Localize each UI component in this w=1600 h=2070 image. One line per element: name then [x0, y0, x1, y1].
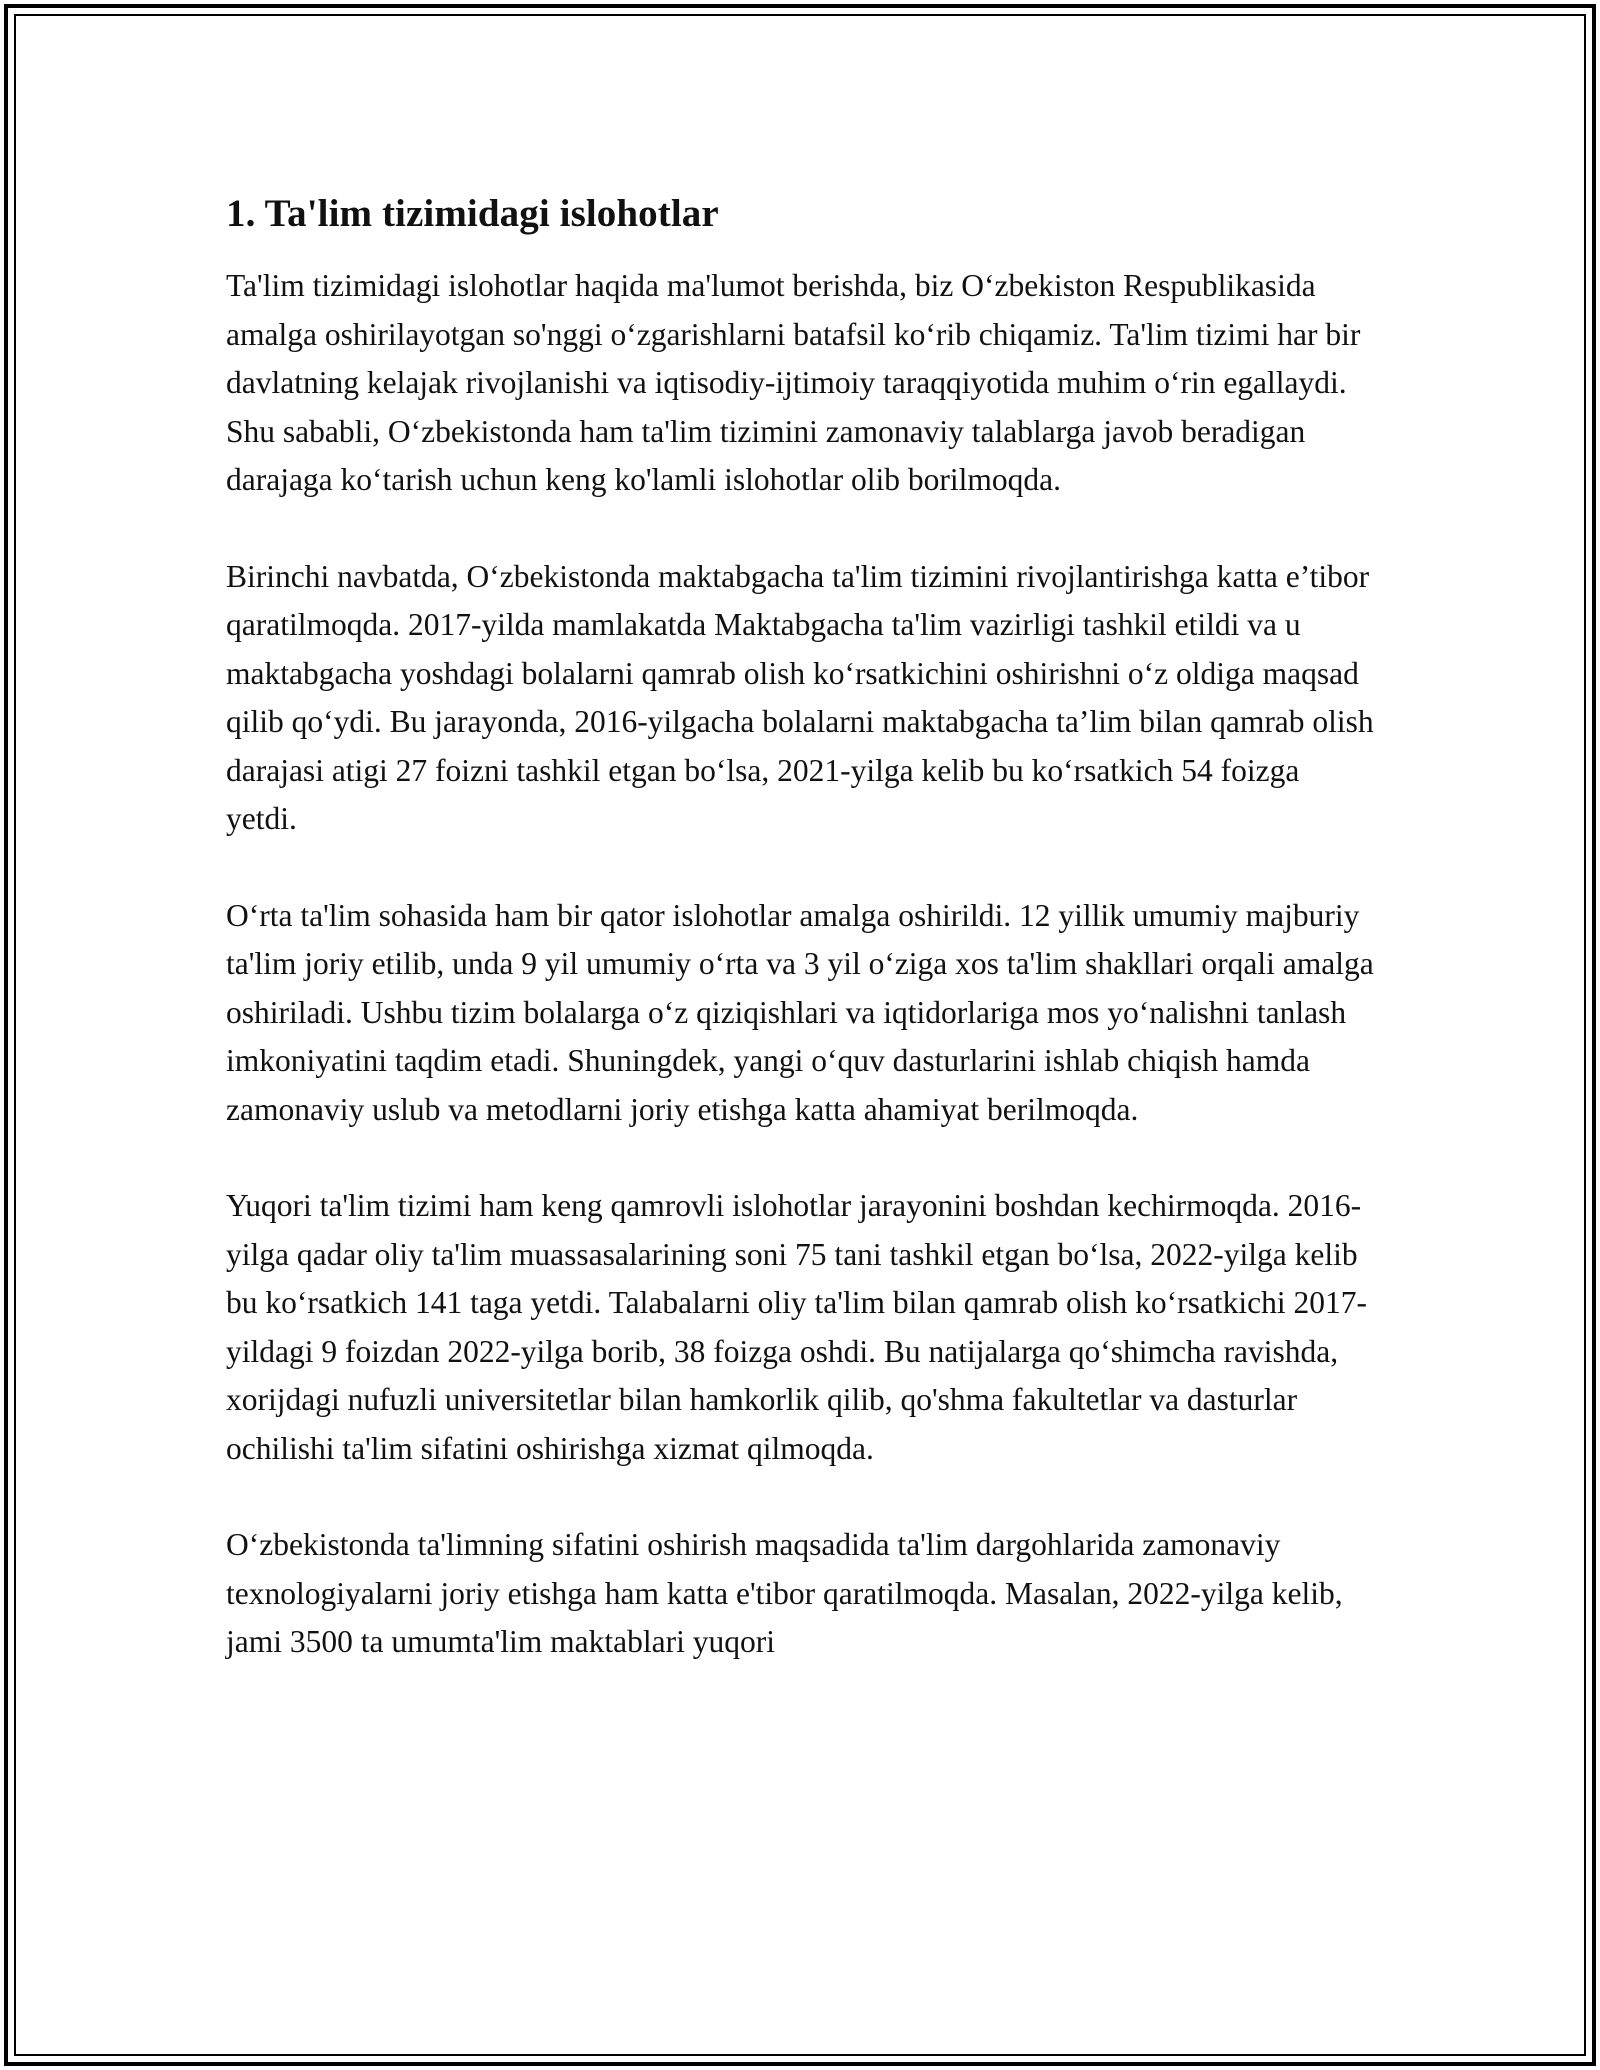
- paragraph-education-technology: O‘zbekistonda ta'limning sifatini oshirish maqsadida ta'lim dargohlarida zamonaviy texnologiyalarni joriy etishga ham katta e'tibor qaratilmoqda. Masalan, 2022-yilga kelib, jami 3500 ta umumta'lim maktablari yuqori: [226, 1527, 1343, 1659]
- paragraph-preschool-education: Birinchi navbatda, O‘zbekistonda maktabgacha ta'lim tizimini rivojlantirishga katta e’tibor qaratilmoqda. 2017-yilda mamlakatda Maktabgacha ta'lim vazirligi tashkil etildi va u maktabgacha yoshdagi bolalarni qamrab olish ko‘rsatkichini oshirishni o‘z oldiga maqsad qilib qo‘ydi. Bu jarayonda, 2016-yilgacha bolalarni maktabgacha ta’lim bilan qamrab olish darajasi atigi 27 foizni tashkil etgan bo‘lsa, 2021-yilga kelib bu ko‘rsatkich 54 foizga yetdi.: [226, 558, 1374, 836]
- paragraph-secondary-education: O‘rta ta'lim sohasida ham bir qator islohotlar amalga oshirildi. 12 yillik umumiy majburiy ta'lim joriy etilib, unda 9 yil umumiy o‘rta va 3 yil o‘ziga xos ta'lim shakllari orqali amalga oshiriladi. Ushbu tizim bolalarga o‘z qiziqishlari va iqtidorlariga mos yo‘nalishni tanlash imkoniyatini taqdim etadi. Shuningdek, yangi o‘quv dasturlarini ishlab chiqish hamda zamonaviy uslub va metodlarni joriy etishga katta ahamiyat berilmoqda.: [226, 897, 1374, 1127]
- section-heading: 1. Ta'lim tizimidagi islohotlar: [226, 192, 719, 235]
- paragraph-higher-education: Yuqori ta'lim tizimi ham keng qamrovli islohotlar jarayonini boshdan kechirmoqda. 2016-yilga qadar oliy ta'lim muassasalarining soni 75 tani tashkil etgan bo‘lsa, 2022-yilga kelib bu ko‘rsatkich 141 taga yetdi. Talabalarni oliy ta'lim bilan qamrab olish ko‘rsatkichi 2017-yildagi 9 foizdan 2022-yilga borib, 38 foizga oshdi. Bu natijalarga qo‘shimcha ravishda, xorijdagi nufuzli universitetlar bilan hamkorlik qilib, qo'shma fakultetlar va dasturlar ochilishi ta'lim sifatini oshirishga xizmat qilmoqda.: [226, 1188, 1367, 1466]
- paragraph-education-reforms-intro: Ta'lim tizimidagi islohotlar haqida ma'lumot berishda, biz O‘zbekiston Respublikasida amalga oshirilayotgan so'nggi o‘zgarishlarni batafsil ko‘rib chiqamiz. Ta'lim tizimi har bir davlatning kelajak rivojlanishi va iqtisodiy-ijtimoiy taraqqiyotida muhim o‘rin egallaydi. Shu sababli, O‘zbekistonda ham ta'lim tizimini zamonaviy talablarga javob beradigan darajaga ko‘tarish uchun keng ko'lamli islohotlar olib borilmoqda.: [226, 268, 1361, 497]
- document-body: [226, 186, 1376, 1715]
